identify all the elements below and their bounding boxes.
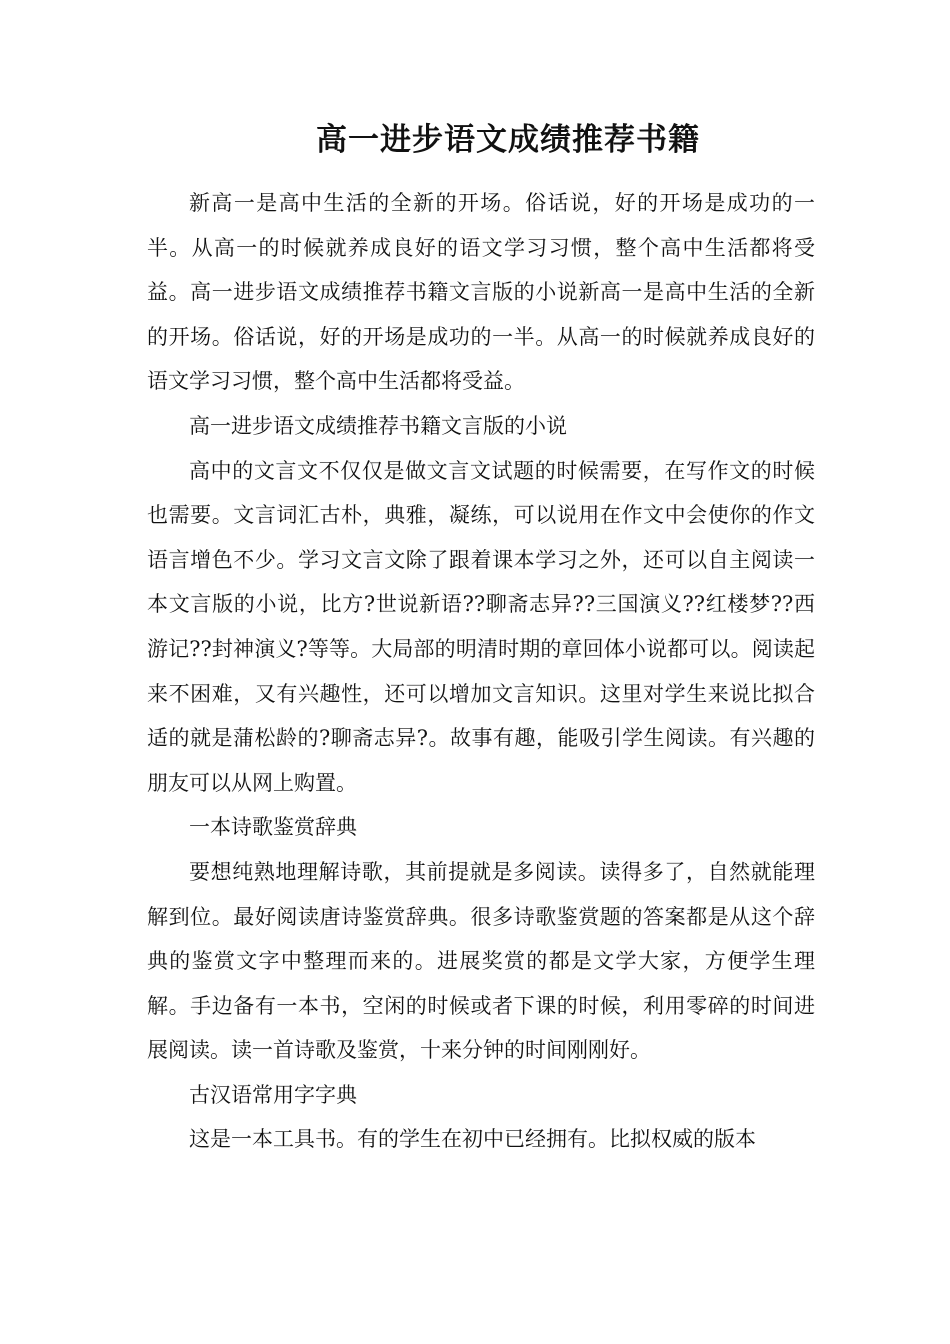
document-title: 高一进步语文成绩推荐书籍 xyxy=(316,122,700,158)
section-heading-poetry-dictionary: 一本诗歌鉴赏辞典 xyxy=(189,815,357,840)
character-dictionary-paragraph: 这是一本工具书。有的学生在初中已经拥有。比拟权威的版本 xyxy=(189,1127,756,1152)
intro-paragraph: 新高一是高中生活的全新的开场。俗话说，好的开场是成功的一半。从高一的时候就养成良好的语文学习习惯，整个高中生活都将受益。高一进步语文成绩推荐书籍文言版的小说新高一是高中生活的全新的开场。俗话说，好的开场是成功的一半。从高一的时候就养成良好的语文学习习惯，整个高中生活都将受益。 xyxy=(147,191,815,394)
section-heading-character-dictionary: 古汉语常用字字典 xyxy=(189,1082,357,1107)
section-heading-classical-novels: 高一进步语文成绩推荐书籍文言版的小说 xyxy=(189,413,567,438)
classical-novels-paragraph: 高中的文言文不仅仅是做文言文试题的时候需要，在写作文的时候也需要。文言词汇古朴，典雅，凝练，可以说用在作文中会使你的作文语言增色不少。学习文言文除了跟着课本学习之外，还可以自主阅读一本文言版的小说，比方?世说新语??聊斋志异??三国演义??红楼梦??西游记??封神演义?等等。大局部的明清时期的章回体小说都可以。阅读起来不困难，又有兴趣性，还可以增加文言知识。这里对学生来说比拟合适的就是蒲松龄的?聊斋志异?。故事有趣，能吸引学生阅读。有兴趣的朋友可以从网上购置。 xyxy=(147,458,815,795)
poetry-dictionary-paragraph: 要想纯熟地理解诗歌，其前提就是多阅读。读得多了，自然就能理解到位。最好阅读唐诗鉴赏辞典。很多诗歌鉴赏题的答案都是从这个辞典的鉴赏文字中整理而来的。进展奖赏的都是文学大家，方便学生理解。手边备有一本书，空闲的时候或者下课的时候，利用零碎的时间进展阅读。读一首诗歌及鉴赏，十来分钟的时间刚刚好。 xyxy=(147,859,815,1063)
document-body xyxy=(147,181,815,1162)
